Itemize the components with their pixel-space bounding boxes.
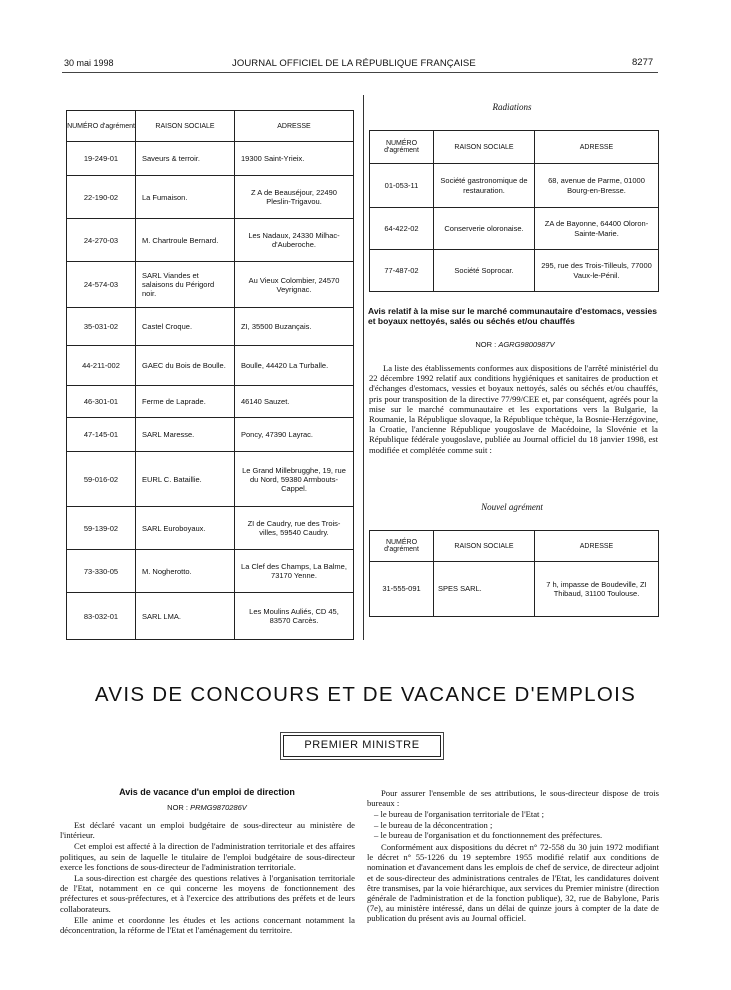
cell-raison: SPES SARL. xyxy=(434,562,535,617)
header-date: 30 mai 1998 xyxy=(64,58,114,68)
table-row xyxy=(67,593,354,640)
cell-numero: 47-145-01 xyxy=(67,418,136,452)
cell-adresse: Boulle, 44420 La Turballe. xyxy=(235,346,354,386)
bureaux-list xyxy=(367,809,659,840)
nouvel-agrement-title: Nouvel agrément xyxy=(481,502,543,512)
column-header-numero: NUMÉRO d'agrément xyxy=(370,131,434,164)
cell-raison: Ferme de Laprade. xyxy=(136,386,235,418)
column-header-numero: NUMÉRO d'agrément xyxy=(370,531,434,562)
paragraph: Pour assurer l'ensemble de ses attributions, le sous-directeur dispose de trois bureaux : xyxy=(367,788,659,809)
section-heading: AVIS DE CONCOURS ET DE VACANCE D'EMPLOIS xyxy=(94,683,637,706)
cell-numero: 35-031-02 xyxy=(67,308,136,346)
cell-raison: SARL LMA. xyxy=(136,593,235,640)
paragraph: Est déclaré vacant un emploi budgétaire de sous-directeur au ministère de l'intérieur. xyxy=(60,820,355,841)
column-header-raison: RAISON SOCIALE xyxy=(434,131,535,164)
list-item: – le bureau de l'organisation et du fonctionnement des préfectures. xyxy=(367,830,659,840)
cell-adresse: ZI de Caudry, rue des Trois-villes, 59540 Caudry. xyxy=(235,507,354,550)
column-header-numero: NUMÉRO d'agrément xyxy=(67,111,136,142)
column-header-adresse: ADRESSE xyxy=(235,111,354,142)
cell-numero: 59-139-02 xyxy=(67,507,136,550)
column-divider xyxy=(363,95,364,640)
agrement-table xyxy=(66,110,354,640)
table-row xyxy=(370,164,659,208)
cell-adresse: ZI, 35500 Buzançais. xyxy=(235,308,354,346)
cell-raison: M. Chartroule Bernard. xyxy=(136,219,235,262)
avis-vacance-nor xyxy=(62,803,352,812)
cell-adresse: 295, rue des Trois-Tilleuls, 77000 Vaux-le-Pénil. xyxy=(535,250,659,292)
ministry-label: PREMIER MINISTRE xyxy=(304,739,420,751)
table-row xyxy=(67,142,354,176)
avis-vacance-body xyxy=(60,820,355,936)
column-header-adresse: ADRESSE xyxy=(535,531,659,562)
cell-numero: 19-249-01 xyxy=(67,142,136,176)
cell-numero: 31-555-091 xyxy=(370,562,434,617)
table-row xyxy=(67,386,354,418)
nouvel-agrement-table xyxy=(369,530,659,617)
cell-raison: Société gastronomique de restauration. xyxy=(434,164,535,208)
table-row xyxy=(67,346,354,386)
cell-adresse: Poncy, 47390 Layrac. xyxy=(235,418,354,452)
radiations-table xyxy=(369,130,659,292)
nor-label: NOR : xyxy=(167,803,189,812)
cell-numero: 83-032-01 xyxy=(67,593,136,640)
cell-numero: 24-574-03 xyxy=(67,262,136,308)
cell-numero: 64-422-02 xyxy=(370,208,434,250)
list-item: – le bureau de l'organisation territoriale de l'Etat ; xyxy=(367,809,659,819)
cell-adresse: 19300 Saint-Yrieix. xyxy=(235,142,354,176)
column-header-raison: RAISON SOCIALE xyxy=(434,531,535,562)
cell-raison: La Fumaison. xyxy=(136,176,235,219)
paragraph: Conformément aux dispositions du décret n° 72-558 du 30 juin 1972 modifiant le décret n° 55-1226 du 19 septembre 1955 modifié relatif aux conditions de nomination et d'avancement dans les emplois de chef de service, de directeur adjoint et de sous-directeur des administrations centrales de l'Etat, les candidatures doivent être transmises, par la voie hiérarchique, aux services du Premier ministre (direction générale de l'administration et de la fonction publique), 32, rue de Babylone, Paris (7e), au ministère intéressé, dans un délai de quinze jours à compter de la date de publication du présent avis au Journal officiel. xyxy=(367,842,659,924)
table-row xyxy=(67,262,354,308)
avis-marche-body: La liste des établissements conformes aux dispositions de l'arrêté ministériel du 22 décembre 1992 relatif aux conditions hygiéniques et sanitaires de production et d'échanges d'estomacs, vessies et boyaux nettoyés, salés ou séchés et/ou chauffés, pris pour transposition de la directive 77/99/CEE et, par conséquent, agréés pour la mise sur le marché communautaire et les exportations vers la Bulgarie, la Roumanie, la République slovaque, la République tchèque, la Bosnie-Herzégovine, la Croatie, l'ancienne République yougoslave de Macédoine, la Slovénie et la République fédérale yougoslave, publiée au Journal officiel du 18 janvier 1998, est modifiée et complétée comme suit : xyxy=(369,363,658,455)
cell-raison: SARL Viandes et salaisons du Périgord noir. xyxy=(136,262,235,308)
column-header-adresse: ADRESSE xyxy=(535,131,659,164)
cell-numero: 22-190-02 xyxy=(67,176,136,219)
list-item: – le bureau de la déconcentration ; xyxy=(367,820,659,830)
cell-numero: 46-301-01 xyxy=(67,386,136,418)
nor-code: AGRG9800987V xyxy=(498,340,555,349)
header-rule xyxy=(62,72,658,73)
cell-adresse: Les Moulins Auliés, CD 45, 83570 Carcès. xyxy=(235,593,354,640)
table-header-row xyxy=(370,531,659,562)
table-row xyxy=(67,308,354,346)
cell-raison: GAEC du Bois de Boulle. xyxy=(136,346,235,386)
cell-raison: Castel Croque. xyxy=(136,308,235,346)
nor-label: NOR : xyxy=(475,340,497,349)
header-page-number: 8277 xyxy=(632,57,654,68)
cell-numero: 24-270-03 xyxy=(67,219,136,262)
cell-adresse: Z A de Beauséjour, 22490 Pleslin-Trigavou. xyxy=(235,176,354,219)
column-header-raison: RAISON SOCIALE xyxy=(136,111,235,142)
cell-numero: 44-211-002 xyxy=(67,346,136,386)
cell-raison: SARL Euroboyaux. xyxy=(136,507,235,550)
table-row xyxy=(67,507,354,550)
avis-marche-nor xyxy=(369,340,661,349)
avis-vacance-title: Avis de vacance d'un emploi de direction xyxy=(119,787,295,797)
cell-raison: Saveurs & terroir. xyxy=(136,142,235,176)
paragraph: Elle anime et coordonne les études et les actions concernant notamment la déconcentration, la réforme de l'Etat et l'aménagement du territoire. xyxy=(60,914,355,936)
nor-code: PRMG9870286V xyxy=(190,803,247,812)
table-row xyxy=(370,208,659,250)
cell-numero: 77-487-02 xyxy=(370,250,434,292)
cell-raison: SARL Maresse. xyxy=(136,418,235,452)
paragraph: La sous-direction est chargée des questions relatives à l'organisation territoriale de l'Etat, notamment en ce qui concerne les moyens de fonctionnement des préfectures et sous-préfectures, et à l'exercice des attributions des préfets et de leurs collaborateurs. xyxy=(60,873,355,914)
cell-adresse: 68, avenue de Parme, 01000 Bourg-en-Bresse. xyxy=(535,164,659,208)
cell-adresse: ZA de Bayonne, 64400 Oloron-Sainte-Marie. xyxy=(535,208,659,250)
cell-raison: EURL C. Bataillie. xyxy=(136,452,235,507)
cell-numero: 01-053-11 xyxy=(370,164,434,208)
radiations-title: Radiations xyxy=(492,102,532,112)
table-row xyxy=(67,452,354,507)
cell-adresse: Les Nadaux, 24330 Milhac-d'Auberoche. xyxy=(235,219,354,262)
table-row xyxy=(370,250,659,292)
cell-adresse: 7 h, impasse de Boudeville, ZI Thibaud, 31100 Toulouse. xyxy=(535,562,659,617)
table-header-row xyxy=(370,131,659,164)
table-row xyxy=(67,550,354,593)
cell-raison: Société Soprocar. xyxy=(434,250,535,292)
avis-marche-title: Avis relatif à la mise sur le marché communautaire d'estomacs, vessies et boyaux nettoyés, salés ou séchés et/ou chauffés xyxy=(368,306,657,326)
cell-adresse: 46140 Sauzet. xyxy=(235,386,354,418)
paragraph: Cet emploi est affecté à la direction de l'administration territoriale et des affaires politiques, au sein de laquelle le titulaire de l'emploi budgétaire de sous-directeur exerce les fonctions de sous-directeur de l'administration territoriale. xyxy=(60,841,355,872)
cell-adresse: Au Vieux Colombier, 24570 Veyrignac. xyxy=(235,262,354,308)
cell-adresse: La Clef des Champs, La Balme, 73170 Yenne. xyxy=(235,550,354,593)
avis-vacance-continuation xyxy=(367,788,659,925)
cell-raison: Conserverie oloronaise. xyxy=(434,208,535,250)
cell-numero: 59-016-02 xyxy=(67,452,136,507)
header-journal-title: JOURNAL OFFICIEL DE LA RÉPUBLIQUE FRANÇAISE xyxy=(232,58,476,69)
table-row xyxy=(67,176,354,219)
table-row xyxy=(370,562,659,617)
table-header-row xyxy=(67,111,354,142)
table-row xyxy=(67,418,354,452)
cell-numero: 73-330-05 xyxy=(67,550,136,593)
table-row xyxy=(67,219,354,262)
cell-raison: M. Nogherotto. xyxy=(136,550,235,593)
cell-adresse: Le Grand Millebrugghe, 19, rue du Nord, 59380 Armbouts-Cappel. xyxy=(235,452,354,507)
